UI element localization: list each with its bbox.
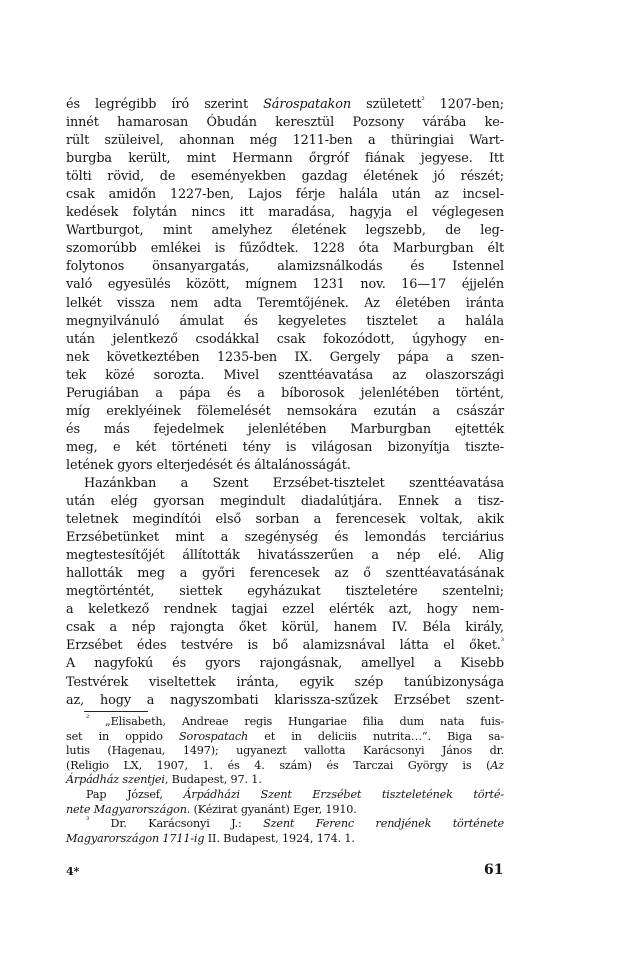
text-line: Perugiában a pápa és a bíborosok jelenlétében történt,: [66, 385, 504, 401]
text-line: folytonos önsanyargatás, alamizsnálkodás és Istennel: [66, 259, 504, 275]
text-line: csak amidőn 1227-ben, Lajos férje halála után az incsel-: [66, 187, 504, 203]
text-line: az, hogy a nagyszombati klarissza-szűzek Erzsébet szent-: [66, 692, 504, 708]
footnote-line: [66, 817, 504, 832]
text-line: rült szüleivel, ahonnan még 1211-ben a thüringiai Wart-: [66, 133, 504, 149]
text-line: való egyesülés között, mígnem 1231 nov. 16—17 éjjelén: [66, 277, 504, 293]
text-line: teletnek megindítói első sorban a ferencesek voltak, akik: [66, 512, 504, 528]
text-line: Erzsébetünket mint a szegénység és lemondás terciárius: [66, 530, 504, 546]
text-run: et in deliciis nutrita…“. Biga sa-: [248, 729, 505, 743]
text-line: lelkét vissza nem adta Teremtőjének. Az életében iránta: [66, 295, 504, 311]
text-line: tek közé sorozta. Mivel szenttéavatása az olaszországi: [66, 367, 504, 383]
text-line: után jelentkező csodákkal csak fokozódott, úgyhogy en-: [66, 331, 504, 347]
footnote-line: [66, 730, 504, 745]
text-line: és más fejedelmek jelenlétében Marburgban ejtették: [66, 421, 504, 437]
italic-text: Árpádházi Szent Erzsébet tiszteletének törté-: [183, 787, 504, 801]
text-line: A nagyfokú és gyors rajongásnak, amellyel a Kisebb: [66, 656, 504, 672]
text-line: kedések folytán nincs itt maradása, hagyja el véglegesen: [66, 205, 504, 221]
footnotes: [66, 715, 504, 846]
italic-text: Magyarországon 1711-ig: [66, 831, 205, 845]
text-line: Wartburgot, mint amelyhez életének legszebb, de leg-: [66, 223, 504, 239]
main-text: [66, 96, 504, 710]
text-line: szomorúbb emlékei is fűződtek. 1228 óta Marburgban élt: [66, 241, 504, 257]
text-run: Pap József,: [86, 787, 184, 801]
italic-text: nete Magyarországon.: [66, 802, 191, 816]
footnote-divider: [84, 711, 148, 712]
text-run: II. Budapest, 1924, 174. 1.: [204, 831, 355, 845]
text-line: burgba került, mint Hermann őrgróf fiának jegyese. Itt: [66, 151, 504, 167]
italic-text: Szent Ferenc rendjének története: [263, 817, 504, 831]
footnote-line: [66, 803, 504, 818]
text-run: 1207-ben;: [424, 97, 504, 112]
text-line: nek következtében 1235-ben IX. Gergely pápa a szen-: [66, 349, 504, 365]
italic-text: Árpádház szentjei: [66, 773, 165, 787]
text-line: megnyilvánuló ámulat és kegyeletes tisztelet a halála: [66, 313, 504, 329]
text-run: Erzsébet édes testvére is bő alamizsnával látta el őket.: [66, 638, 501, 654]
text-run: , Budapest, 97. 1.: [164, 773, 262, 787]
text-run: Dr. Karácsonyi J.:: [89, 817, 264, 831]
text-line: [66, 637, 504, 655]
text-run: (Kézirat gyanánt) Eger, 1910.: [190, 802, 357, 816]
text-line: míg ereklyéinek fölemelését nemsokára ezután a császár: [66, 403, 504, 419]
text-line: Hazánkban a Szent Erzsébet-tisztelet szenttéavatása: [84, 475, 504, 491]
footnote-line: [66, 715, 504, 730]
text-line: tölti rövid, de eseményekben gazdag életének jó részét;: [66, 169, 504, 185]
footnote-line: [66, 759, 504, 774]
printer-signature-mark: 4*: [66, 865, 80, 878]
text-run: „Elisabeth, Andreae regis Hungariae filia dum nata fuis-: [89, 715, 504, 728]
footnote-line: [66, 832, 504, 847]
footnote-ref: ²: [421, 95, 425, 105]
text-line: megtörténtét, siettek egyházukat tiszteletére szentelni;: [66, 584, 504, 600]
footnote-line: [66, 788, 504, 803]
footnote-ref: ²: [86, 713, 90, 723]
text-line: letének gyors elterjedését és általánosságát.: [66, 457, 351, 473]
text-line: meg, e két történeti tény is világosan bizonyítja tiszte-: [66, 439, 504, 455]
footnote-ref: ³: [86, 815, 90, 825]
text-run: született: [351, 97, 422, 112]
text-line: a keletkező rendnek tagjai ezzel elérték azt, hogy nem-: [66, 602, 504, 618]
text-line: csak a nép rajongta őket körül, hanem IV. Béla király,: [66, 620, 504, 636]
text-line: hallották meg a győri ferencesek az ő szenttéavatásának: [66, 566, 504, 582]
text-line: megtestesítőjét állították hivatásszerűen a nép elé. Alig: [66, 548, 504, 564]
footnote-line: lutis (Hagenau, 1497); ugyanezt vallotta Karácsonyi János dr.: [66, 744, 504, 758]
text-line: innét hamarosan Óbudán keresztül Pozsony várába ke-: [66, 115, 504, 131]
text-line: után elég gyorsan megindult diadalútjára. Ennek a tisz-: [66, 494, 504, 510]
footnote-ref: ³: [500, 637, 504, 647]
text-line: Testvérek viseltettek iránta, egyik szép tanúbizonysága: [66, 674, 504, 690]
italic-text: Sorospatach: [179, 729, 249, 743]
page-number: 61: [484, 862, 504, 878]
text-run: set in oppido: [66, 729, 180, 743]
text-line: [66, 96, 504, 114]
footnote-line: [66, 773, 504, 788]
text-run: (Religio LX, 1907, 1. és 4. szám) és Tarczai György is (: [66, 758, 491, 772]
text-run: és legrégibb író szerint: [66, 97, 264, 112]
italic-text: Az: [490, 758, 504, 772]
italic-text: Sárospatakon: [263, 97, 352, 112]
